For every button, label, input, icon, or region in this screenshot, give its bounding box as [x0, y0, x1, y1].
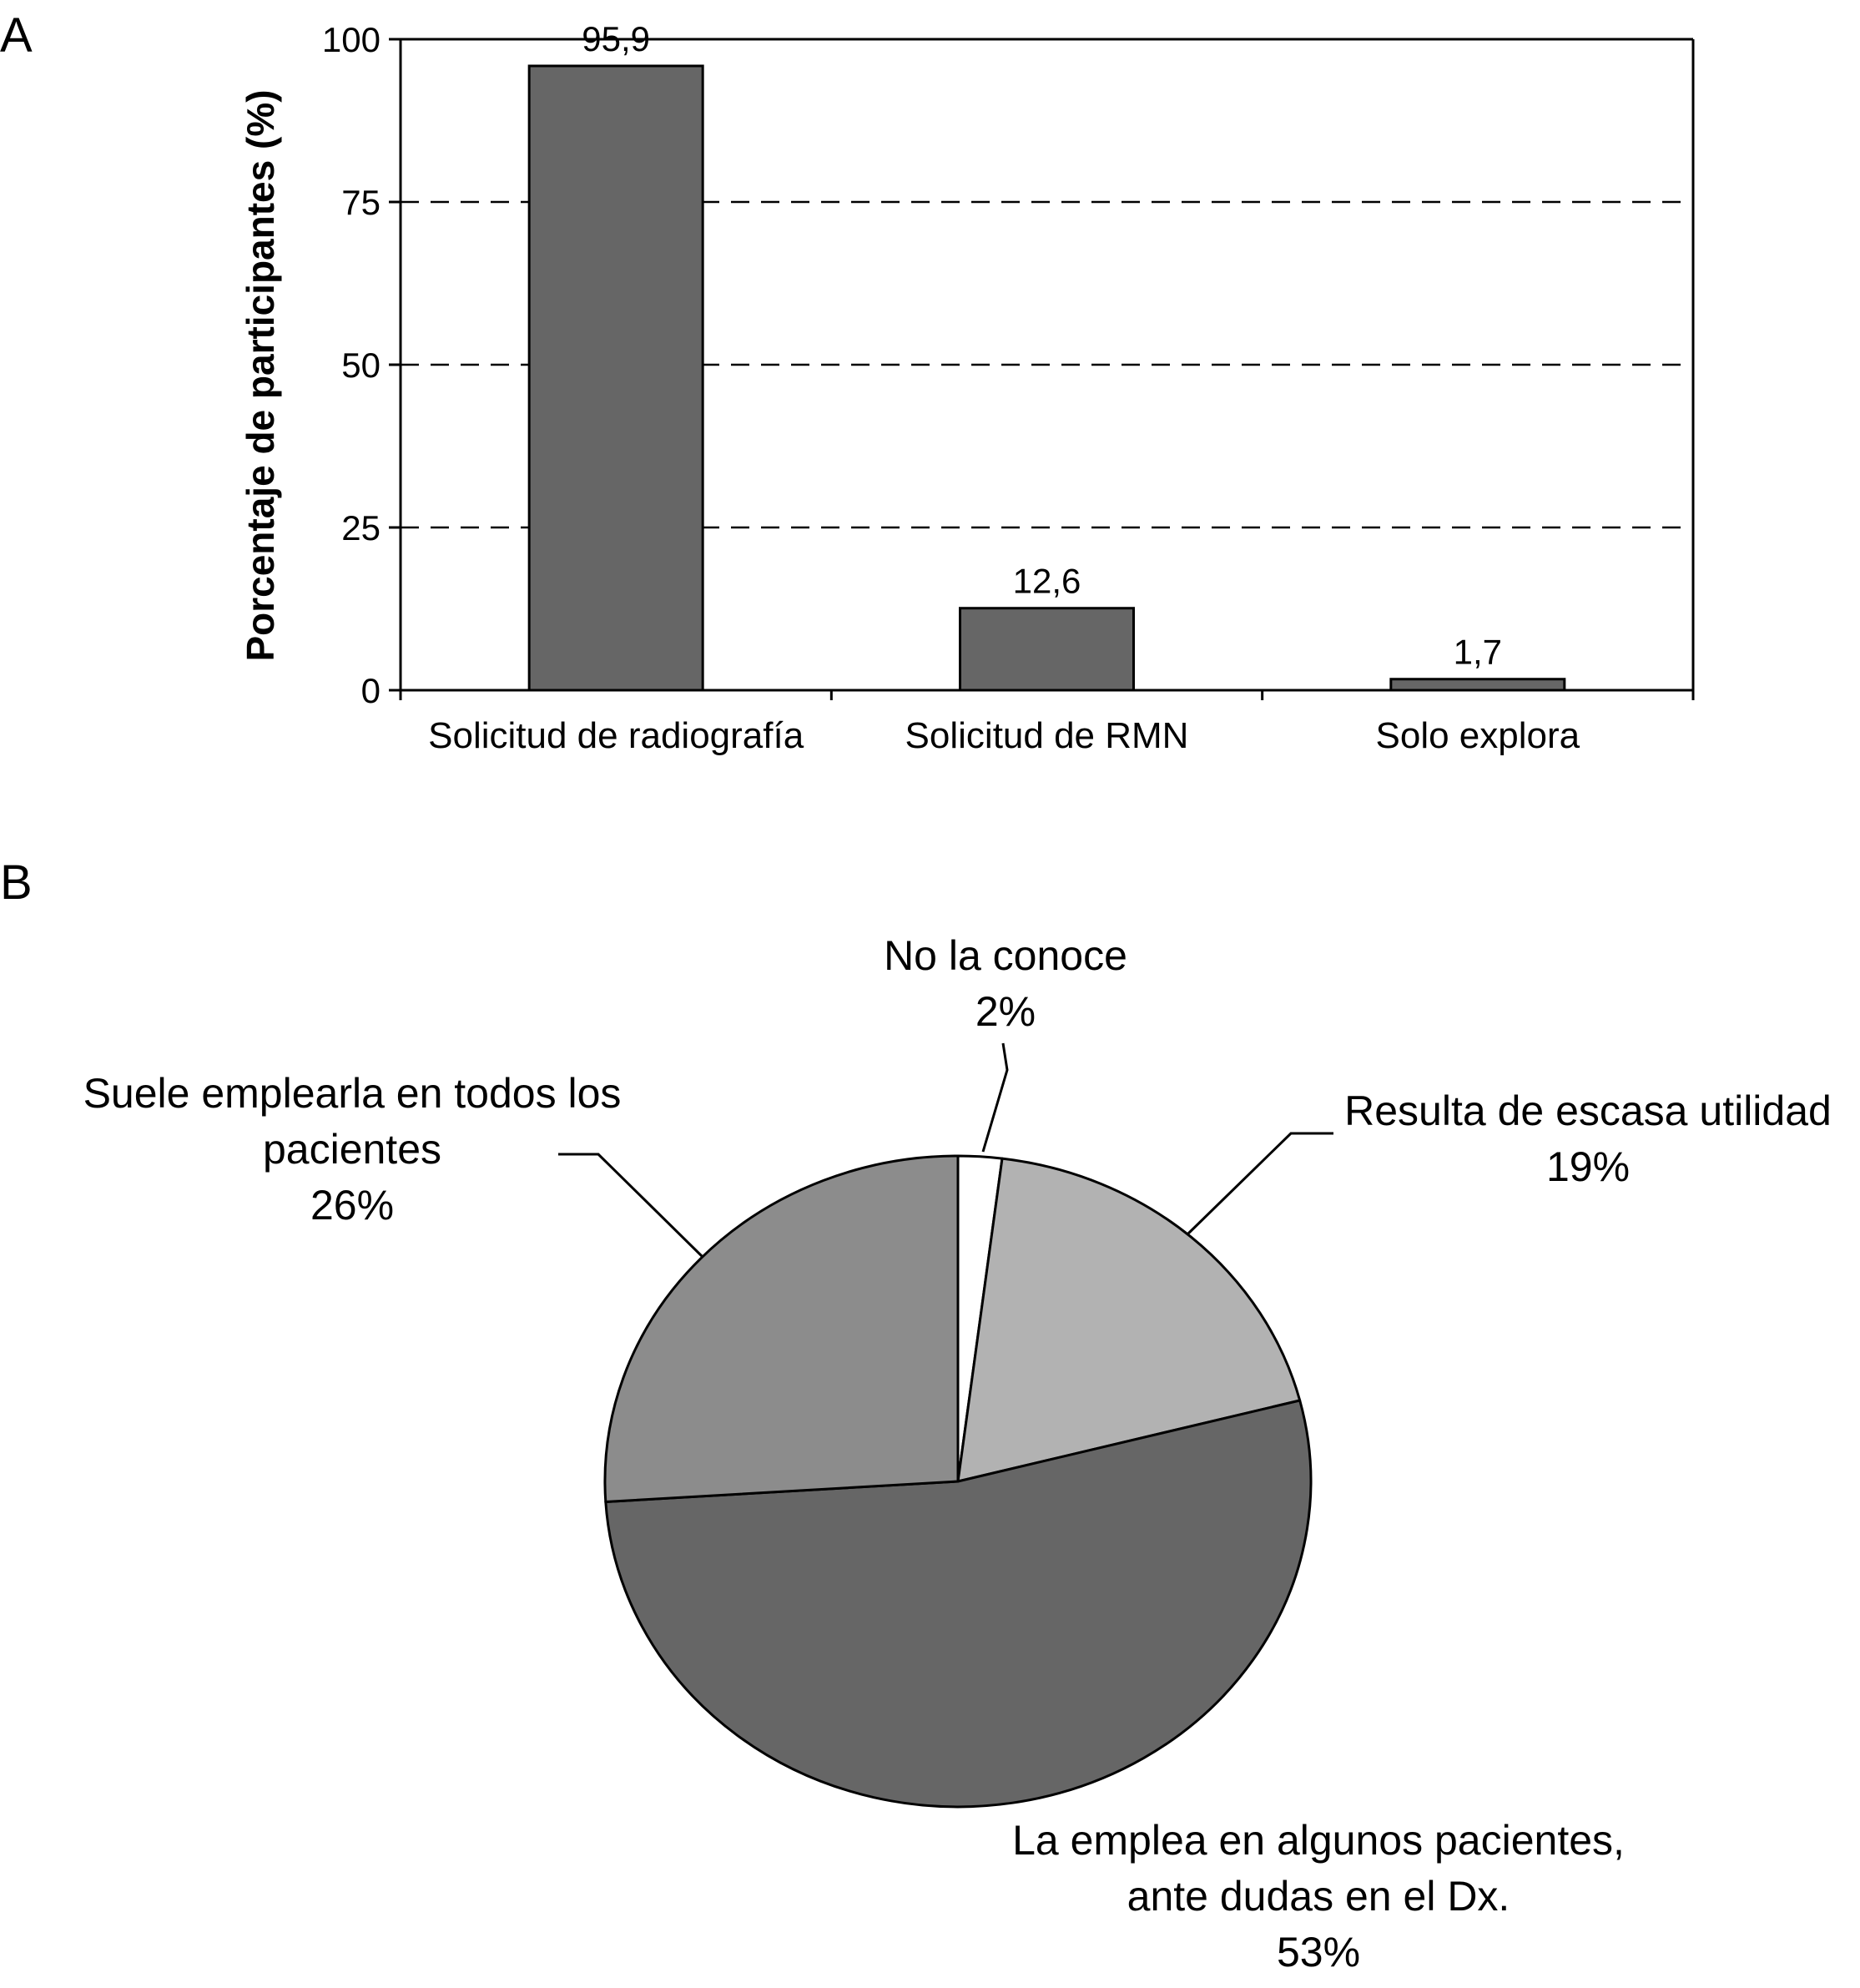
bar: [960, 608, 1134, 690]
bar-data-label: 1,7: [1453, 632, 1503, 672]
pie-slice-label: ante dudas en el Dx.: [1127, 1873, 1510, 1920]
x-category-labels: [428, 715, 1580, 756]
bar: [529, 66, 703, 690]
x-category-label: Solo explora: [1375, 715, 1580, 756]
y-tick-label: 50: [341, 346, 381, 385]
y-tick-label: 100: [321, 20, 381, 59]
pie-slices: [605, 1156, 1311, 1807]
pie-slice-percent-label: 19%: [1545, 1143, 1631, 1190]
panel-b-letter: B: [0, 855, 33, 910]
pie-slice-label: Resulta de escasa utilidad: [1344, 1087, 1832, 1134]
pie-slice-label: pacientes: [262, 1126, 442, 1173]
leader-line: [558, 1154, 702, 1256]
pie-slice-label: No la conoce: [884, 932, 1127, 979]
y-tick-label: 75: [341, 183, 381, 222]
pie-slice: [605, 1156, 958, 1502]
x-category-label: Solicitud de RMN: [905, 715, 1189, 756]
bar-data-label: 12,6: [1012, 561, 1081, 601]
bar-chart: [239, 19, 1693, 756]
x-category-label: Solicitud de radiografía: [428, 715, 804, 756]
leader-line: [983, 1043, 1007, 1152]
bar-data-labels: [582, 19, 1502, 672]
bar-data-label: 95,9: [582, 18, 651, 58]
leader-line: [1188, 1133, 1333, 1234]
y-axis-title: Porcentaje de participantes (%): [239, 89, 282, 662]
y-tick-labels: [322, 20, 381, 710]
pie-slice-percent-label: 2%: [975, 988, 1036, 1035]
y-tick-label: 25: [341, 508, 381, 547]
panel-a-letter: A: [0, 8, 33, 63]
pie-slice-percent-label: 53%: [1276, 1929, 1361, 1975]
pie-slice-label: La emplea en algunos pacientes,: [1012, 1817, 1625, 1864]
bar: [1391, 679, 1565, 690]
y-tick-label: 0: [360, 671, 381, 710]
pie-slice-label: Suele emplearla en todos los: [83, 1070, 622, 1117]
pie-slice-percent-label: 26%: [310, 1182, 395, 1229]
pie-chart: [83, 932, 1832, 1975]
